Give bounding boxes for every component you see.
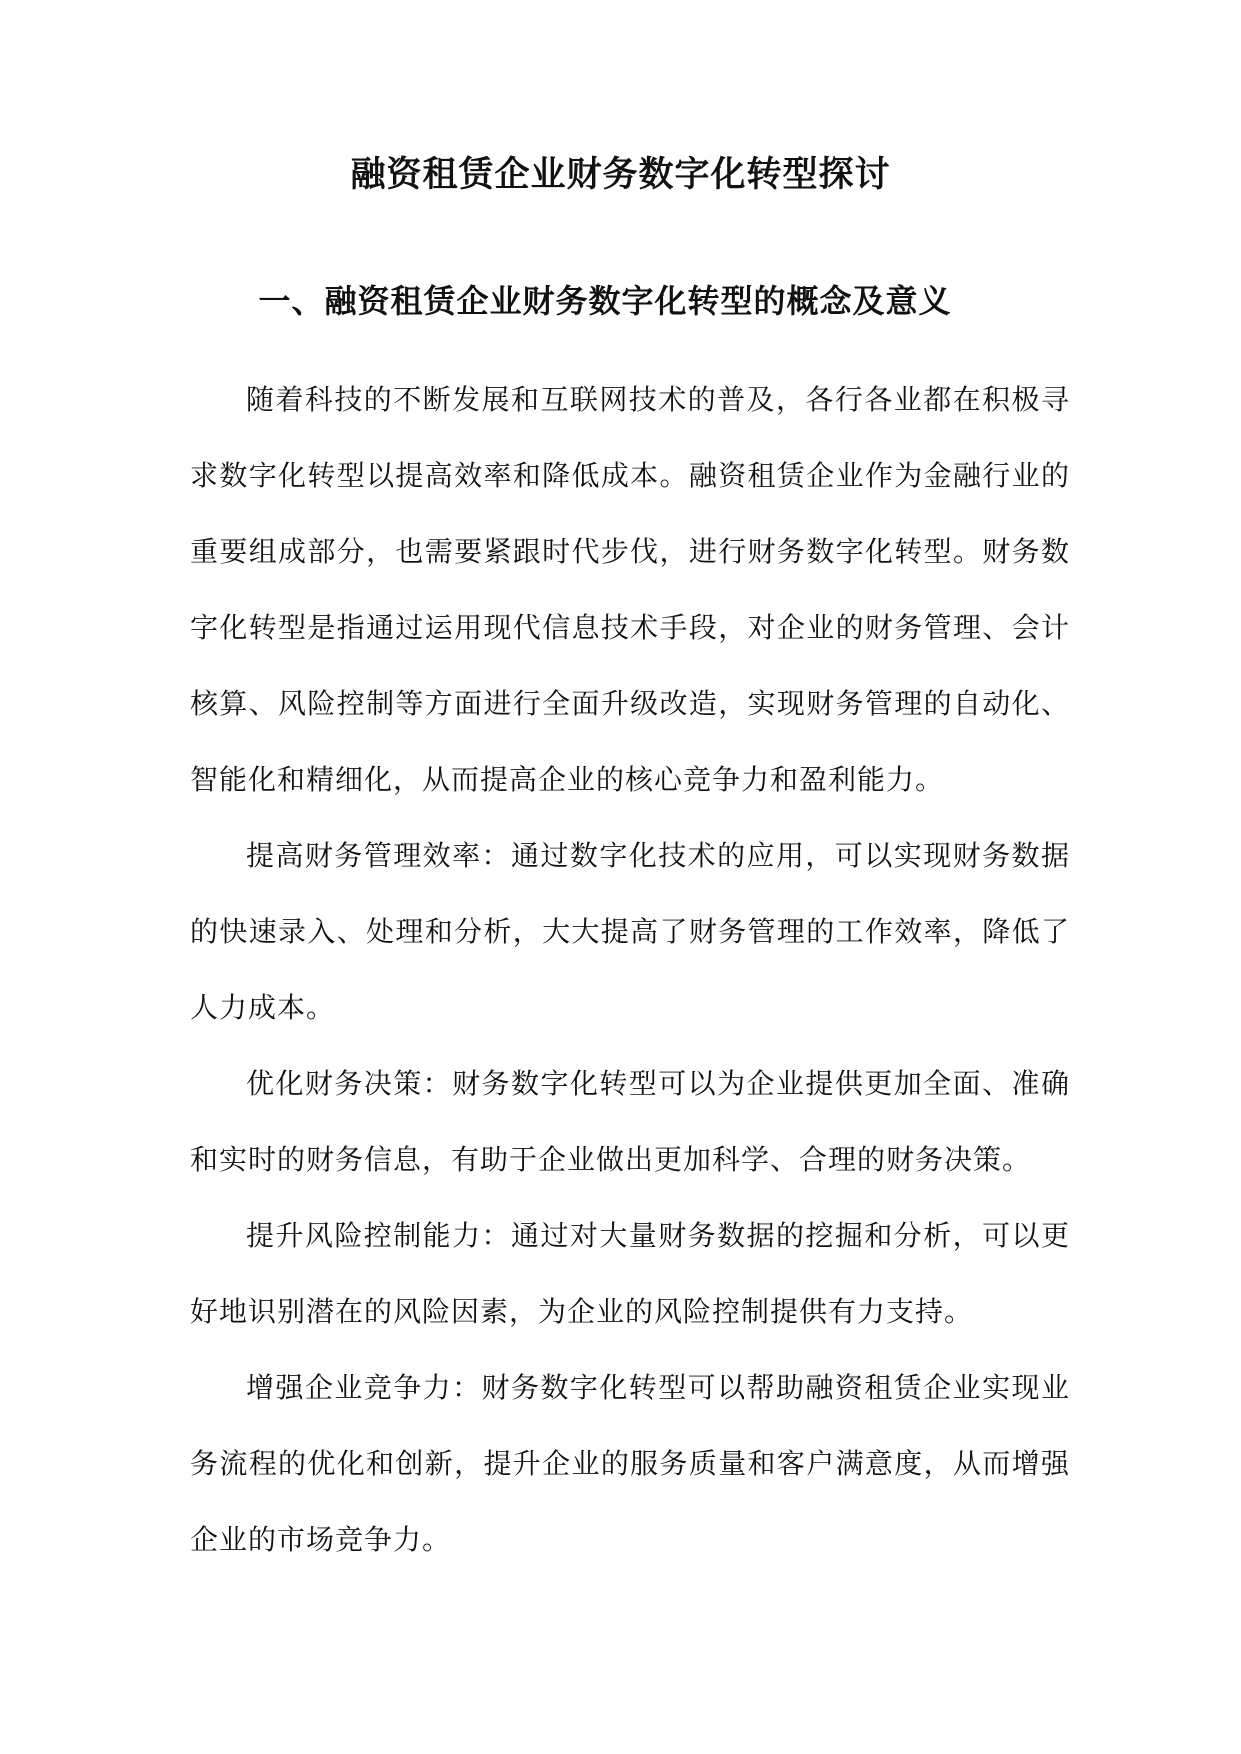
document-title: 融资租赁企业财务数字化转型探讨 [350, 154, 891, 195]
paragraph-intro: 随着科技的不断发展和互联网技术的普及，各行各业都在积极寻求数字化转型以提高效率和降低成本。融资租赁企业作为金融行业的重要组成部分，也需要紧跟时代步伐，进行财务数字化转型。财务数字化转型是指通过运用现代信息技术手段，对企业的财务管理、会计核算、风险控制等方面进行全面升级改造，实现财务管理的自动化、智能化和精细化，从而提高企业的核心竞争力和盈利能力。 [190, 383, 1070, 796]
section-body [190, 362, 1070, 1578]
section-heading: 一、融资租赁企业财务数字化转型的概念及意义 [258, 282, 952, 320]
paragraph-efficiency: 提高财务管理效率：通过数字化技术的应用，可以实现财务数据的快速录入、处理和分析，大大提高了财务管理的工作效率，降低了人力成本。 [190, 839, 1070, 1024]
paragraph-competitiveness: 增强企业竞争力：财务数字化转型可以帮助融资租赁企业实现业务流程的优化和创新，提升企业的服务质量和客户满意度，从而增强企业的市场竞争力。 [190, 1371, 1070, 1556]
paragraph-decision: 优化财务决策：财务数字化转型可以为企业提供更加全面、准确和实时的财务信息，有助于企业做出更加科学、合理的财务决策。 [190, 1067, 1070, 1176]
paragraph-risk: 提升风险控制能力：通过对大量财务数据的挖掘和分析，可以更好地识别潜在的风险因素，为企业的风险控制提供有力支持。 [190, 1219, 1070, 1328]
